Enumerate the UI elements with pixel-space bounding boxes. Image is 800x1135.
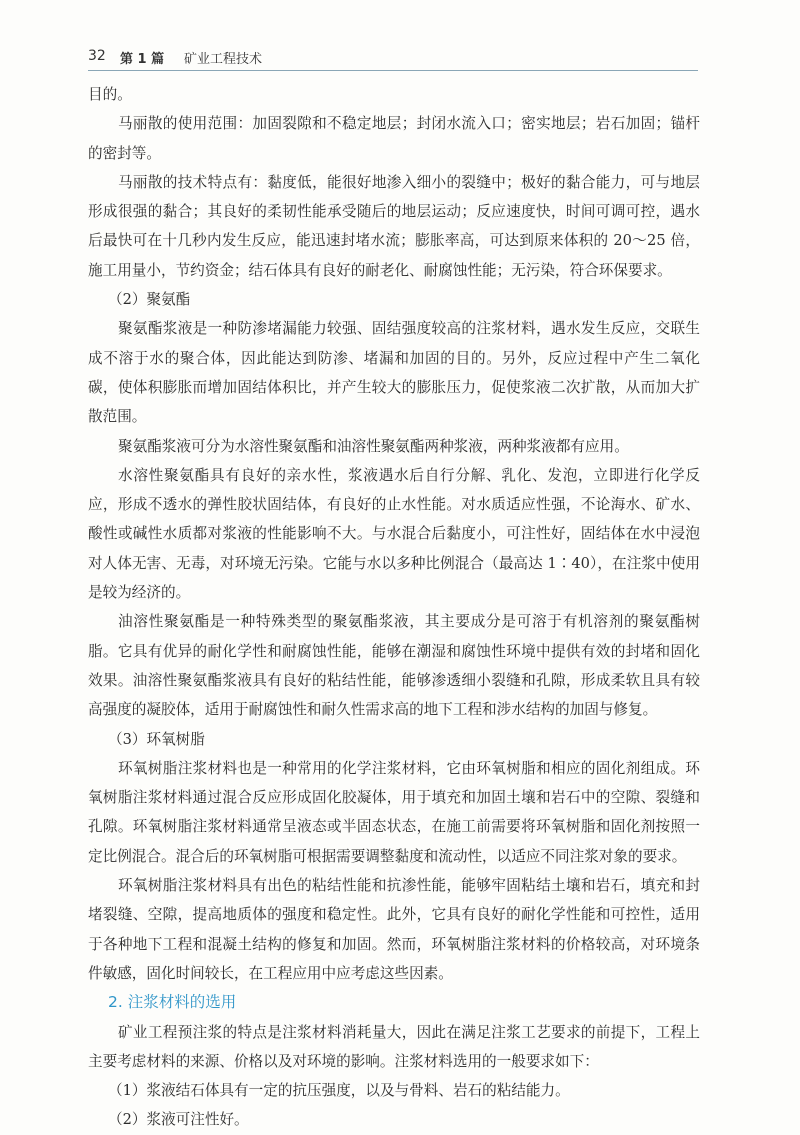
requirement-item-2: （2）浆液可注性好。 xyxy=(108,1111,249,1129)
page-header xyxy=(88,44,698,72)
paragraph-material-selection: 矿业工程预注浆的特点是注浆材料消耗量大，因此在满足注浆工艺要求的前提下，工程上主要考虑材料的来源、价格以及对环境的影响。注浆材料选用的一般要求如下： xyxy=(88,1023,700,1070)
subheading-polyurethane: （2）聚氨酯 xyxy=(108,291,191,309)
page-number: 32 xyxy=(88,48,106,64)
paragraph-marisan-features: 马丽散的技术特点有：黏度低，能很好地渗入细小的裂缝中；极好的黏合能力，可与地层形成很强的黏合；其良好的柔韧性能承受随后的地层运动；反应速度快，时间可调可控，遇水后最快可在十几秒内发生反应，能迅速封堵水流；膨胀率高，可达到原来体积的 20～25 倍，施工用量小，节约资金；结石体具有良好的耐老化、耐腐蚀性能；无污染，符合环保要求。 xyxy=(88,173,700,279)
page-body xyxy=(88,80,700,1135)
paragraph-marisan-scope: 马丽散的使用范围：加固裂隙和不稳定地层；封闭水流入口；密实地层；岩石加固；锚杆的密封等。 xyxy=(88,115,700,162)
paragraph-polyurethane-intro: 聚氨酯浆液是一种防渗堵漏能力较强、固结强度较高的注浆材料，遇水发生反应，交联生成不溶于水的聚合体，因此能达到防渗、堵漏和加固的目的。另外，反应过程中产生二氧化碳，使体积膨胀而增加固结体积比，并产生较大的膨胀压力，促使浆液二次扩散，从而加大扩散范围。 xyxy=(88,320,700,426)
paragraph-polyurethane-types: 聚氨酯浆液可分为水溶性聚氨酯和油溶性聚氨酯两种浆液，两种浆液都有应用。 xyxy=(118,437,629,455)
requirement-item-1: （1）浆液结石体具有一定的抗压强度，以及与骨料、岩石的粘结能力。 xyxy=(108,1082,570,1100)
paragraph-epoxy-intro: 环氧树脂注浆材料也是一种常用的化学注浆材料，它由环氧树脂和相应的固化剂组成。环氧树脂注浆材料通过混合反应形成固化胶凝体，用于填充和加固土壤和岩石中的空隙、裂缝和孔隙。环氧树脂注浆材料通常呈液态或半固态状态，在施工前需要将环氧树脂和固化剂按照一定比例混合。混合后的环氧树脂可根据需要调整黏度和流动性，以适应不同注浆对象的要求。 xyxy=(88,759,700,865)
header-rule xyxy=(88,70,698,71)
paragraph-water-soluble-pu: 水溶性聚氨酯具有良好的亲水性，浆液遇水后自行分解、乳化、发泡，立即进行化学反应，形成不透水的弹性胶状固结体，有良好的止水性能。对水质适应性强，不论海水、矿水、酸性或碱性水质都对浆液的性能影响不大。与水混合后黏度小，可注性好，固结体在水中浸泡对人体无害、无毒，对环境无污染。它能与水以多种比例混合（最高达 1∶40），在注浆中使用是较为经济的。 xyxy=(88,466,700,602)
part-label: 第 1 篇 xyxy=(120,52,165,67)
section-heading-material-selection: 2. 注浆材料的选用 xyxy=(108,993,237,1012)
subheading-epoxy: （3）环氧树脂 xyxy=(108,730,205,748)
paragraph-epoxy-properties: 环氧树脂注浆材料具有出色的粘结性能和抗渗性能，能够牢固粘结土壤和岩石，填充和封堵裂缝、空隙，提高地质体的强度和稳定性。此外，它具有良好的耐化学性能和可控性，适用于各种地下工程和混凝土结构的修复和加固。然而，环氧树脂注浆材料的价格较高，对环境条件敏感，固化时间较长，在工程应用中应考虑这些因素。 xyxy=(88,877,700,982)
paragraph-continuation: 目的。 xyxy=(88,86,132,103)
chapter-title: 矿业工程技术 xyxy=(184,52,263,67)
paragraph-oil-soluble-pu: 油溶性聚氨酯是一种特殊类型的聚氨酯浆液，其主要成分是可溶于有机溶剂的聚氨酯树脂。它具有优异的耐化学性和耐腐蚀性能，能够在潮湿和腐蚀性环境中提供有效的封堵和固化效果。油溶性聚氨酯浆液具有良好的粘结性能，能够渗透细小裂缝和孔隙，形成柔软且具有较高强度的凝胶体，适用于耐腐蚀性和耐久性需求高的地下工程和涉水结构的加固与修复。 xyxy=(88,613,700,719)
